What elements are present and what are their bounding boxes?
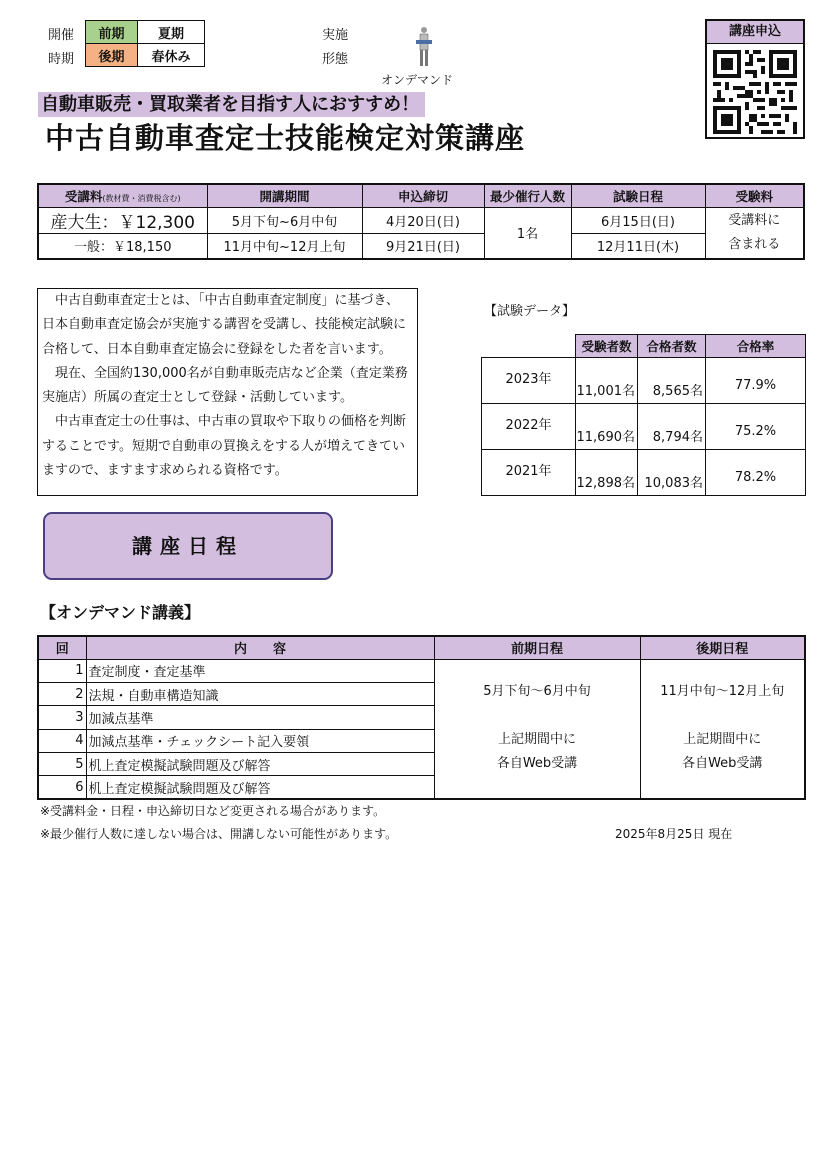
second-study-line1: 上記期間中に — [683, 731, 762, 747]
deadline-second: 9月21日(日) — [362, 233, 484, 259]
exam-year: 2021年 — [482, 450, 576, 496]
season-first: 夏期 — [138, 21, 205, 44]
lecture-no: 2 — [38, 682, 86, 705]
lecture-section-title: 【オンデマンド講義】 — [40, 603, 201, 622]
exam-header-passed: 合格者数 — [638, 335, 706, 358]
schedule-button[interactable]: 講座日程 — [43, 512, 333, 580]
lecture-content: 法規・自動車構造知識 — [86, 682, 434, 705]
lecture-no: 4 — [38, 729, 86, 752]
apply-label: 講座申込 — [707, 21, 803, 44]
exam-fee-line1: 受講料に — [728, 212, 781, 228]
term-second: 後期 — [86, 44, 138, 67]
person-figure-icon — [413, 26, 435, 70]
format-label-line1: 実施 — [322, 28, 349, 43]
header-deadline: 申込締切 — [362, 184, 484, 207]
exam-rate: 78.2% — [706, 450, 806, 496]
fee-student: 産大生：￥12,300 — [38, 207, 207, 233]
lecture-header-first: 前期日程 — [434, 636, 640, 659]
exam-date-second: 12月11日(木) — [571, 233, 705, 259]
header-minimum: 最少催行人数 — [484, 184, 571, 207]
session-label-line2: 時期 — [48, 52, 75, 67]
lecture-content: 査定制度・査定基準 — [86, 659, 434, 682]
lecture-no: 1 — [38, 659, 86, 682]
tagline: 自動車販売・買取業者を目指す人におすすめ！ — [38, 92, 425, 117]
lecture-content: 机上査定模擬試験問題及び解答 — [86, 776, 434, 799]
exam-fee-cell — [705, 207, 804, 259]
exam-examinees: 12,898名 — [576, 450, 638, 496]
exam-rate: 77.9% — [706, 358, 806, 404]
apply-qr-box[interactable] — [705, 19, 805, 139]
description-box — [37, 288, 418, 496]
qr-code-icon[interactable] — [712, 50, 798, 134]
exam-header-rate: 合格率 — [706, 335, 806, 358]
lecture-content: 加減点基準・チェックシート記入要領 — [86, 729, 434, 752]
table-row — [482, 404, 806, 450]
lecture-no: 5 — [38, 753, 86, 776]
minimum-participants: 1名 — [484, 207, 571, 259]
term-first: 前期 — [86, 21, 138, 44]
table-row — [38, 659, 805, 682]
description-paragraph: 中古車査定士の仕事は、中古車の買取や下取りの価格を判断することです。短期で自動車の買換えをする人が増えてきていますので、ますます求められる資格です。 — [42, 414, 407, 479]
note-change: ※受講料金・日程・申込締切日など変更される場合があります。 — [40, 804, 386, 818]
format-type: オンデマンド — [381, 73, 454, 87]
exam-header-blank — [482, 335, 576, 358]
second-period-cell — [640, 659, 805, 799]
session-label-line1: 開催 — [48, 28, 75, 43]
exam-passed: 10,083名 — [638, 450, 706, 496]
exam-year: 2023年 — [482, 358, 576, 404]
period-first: 5月下旬~6月中旬 — [207, 207, 362, 233]
table-row — [482, 450, 806, 496]
table-row — [482, 358, 806, 404]
lecture-content: 加減点基準 — [86, 706, 434, 729]
note-minimum: ※最少催行人数に達しない場合は、開講しない可能性があります。 — [40, 827, 398, 841]
description-paragraph: 現在、全国約130,000名が自動車販売店など企業（査定業務実施店）所属の査定士として登録・活動しています。 — [42, 365, 408, 406]
header-exam-date: 試験日程 — [571, 184, 705, 207]
header-fee: 受講料(教材費・消費税含む) — [38, 184, 207, 207]
second-period: 11月中旬〜12月上旬 — [660, 683, 785, 699]
lecture-table — [37, 635, 806, 800]
season-second: 春休み — [138, 44, 205, 67]
header-fee-note: (教材費・消費税含む) — [102, 193, 181, 203]
session-table — [85, 20, 205, 67]
exam-examinees: 11,690名 — [576, 404, 638, 450]
first-period-cell — [434, 659, 640, 799]
course-info-table — [37, 183, 805, 260]
lecture-no: 6 — [38, 776, 86, 799]
exam-passed: 8,565名 — [638, 358, 706, 404]
first-study-line2: 各自Web受講 — [496, 755, 578, 771]
description-paragraph: 中古自動車査定士とは、「中古自動車査定制度」に基づき、日本自動車査定協会が実施する講習を受講し、技能検定試験に合格して、日本自動車査定協会に登録をした者を言います。 — [42, 293, 407, 357]
header-period: 開講期間 — [207, 184, 362, 207]
exam-header-examinees: 受験者数 — [576, 335, 638, 358]
lecture-header-second: 後期日程 — [640, 636, 805, 659]
header-exam-fee: 受験料 — [705, 184, 804, 207]
period-second: 11月中旬~12月上旬 — [207, 233, 362, 259]
exam-year: 2022年 — [482, 404, 576, 450]
note-date: 2025年8月25日 現在 — [615, 827, 733, 841]
page-title: 中古自動車査定士技能検定対策講座 — [45, 121, 526, 155]
fee-general: 一般：￥18,150 — [38, 233, 207, 259]
exam-date-first: 6月15日(日) — [571, 207, 705, 233]
exam-fee-line2: 含まれる — [728, 236, 781, 252]
lecture-header-content: 内 容 — [86, 636, 434, 659]
exam-data-table — [481, 334, 806, 496]
deadline-first: 4月20日(日) — [362, 207, 484, 233]
first-period: 5月下旬〜6月中旬 — [483, 683, 591, 699]
second-study-line2: 各自Web受講 — [682, 755, 763, 771]
lecture-header-no: 回 — [38, 636, 86, 659]
lecture-content: 机上査定模擬試験問題及び解答 — [86, 753, 434, 776]
exam-passed: 8,794名 — [638, 404, 706, 450]
exam-rate: 75.2% — [706, 404, 806, 450]
format-label-line2: 形態 — [322, 52, 349, 67]
lecture-no: 3 — [38, 706, 86, 729]
exam-examinees: 11,001名 — [576, 358, 638, 404]
first-study-line1: 上記期間中に — [497, 731, 576, 747]
exam-data-title: 【試験データ】 — [484, 304, 576, 319]
